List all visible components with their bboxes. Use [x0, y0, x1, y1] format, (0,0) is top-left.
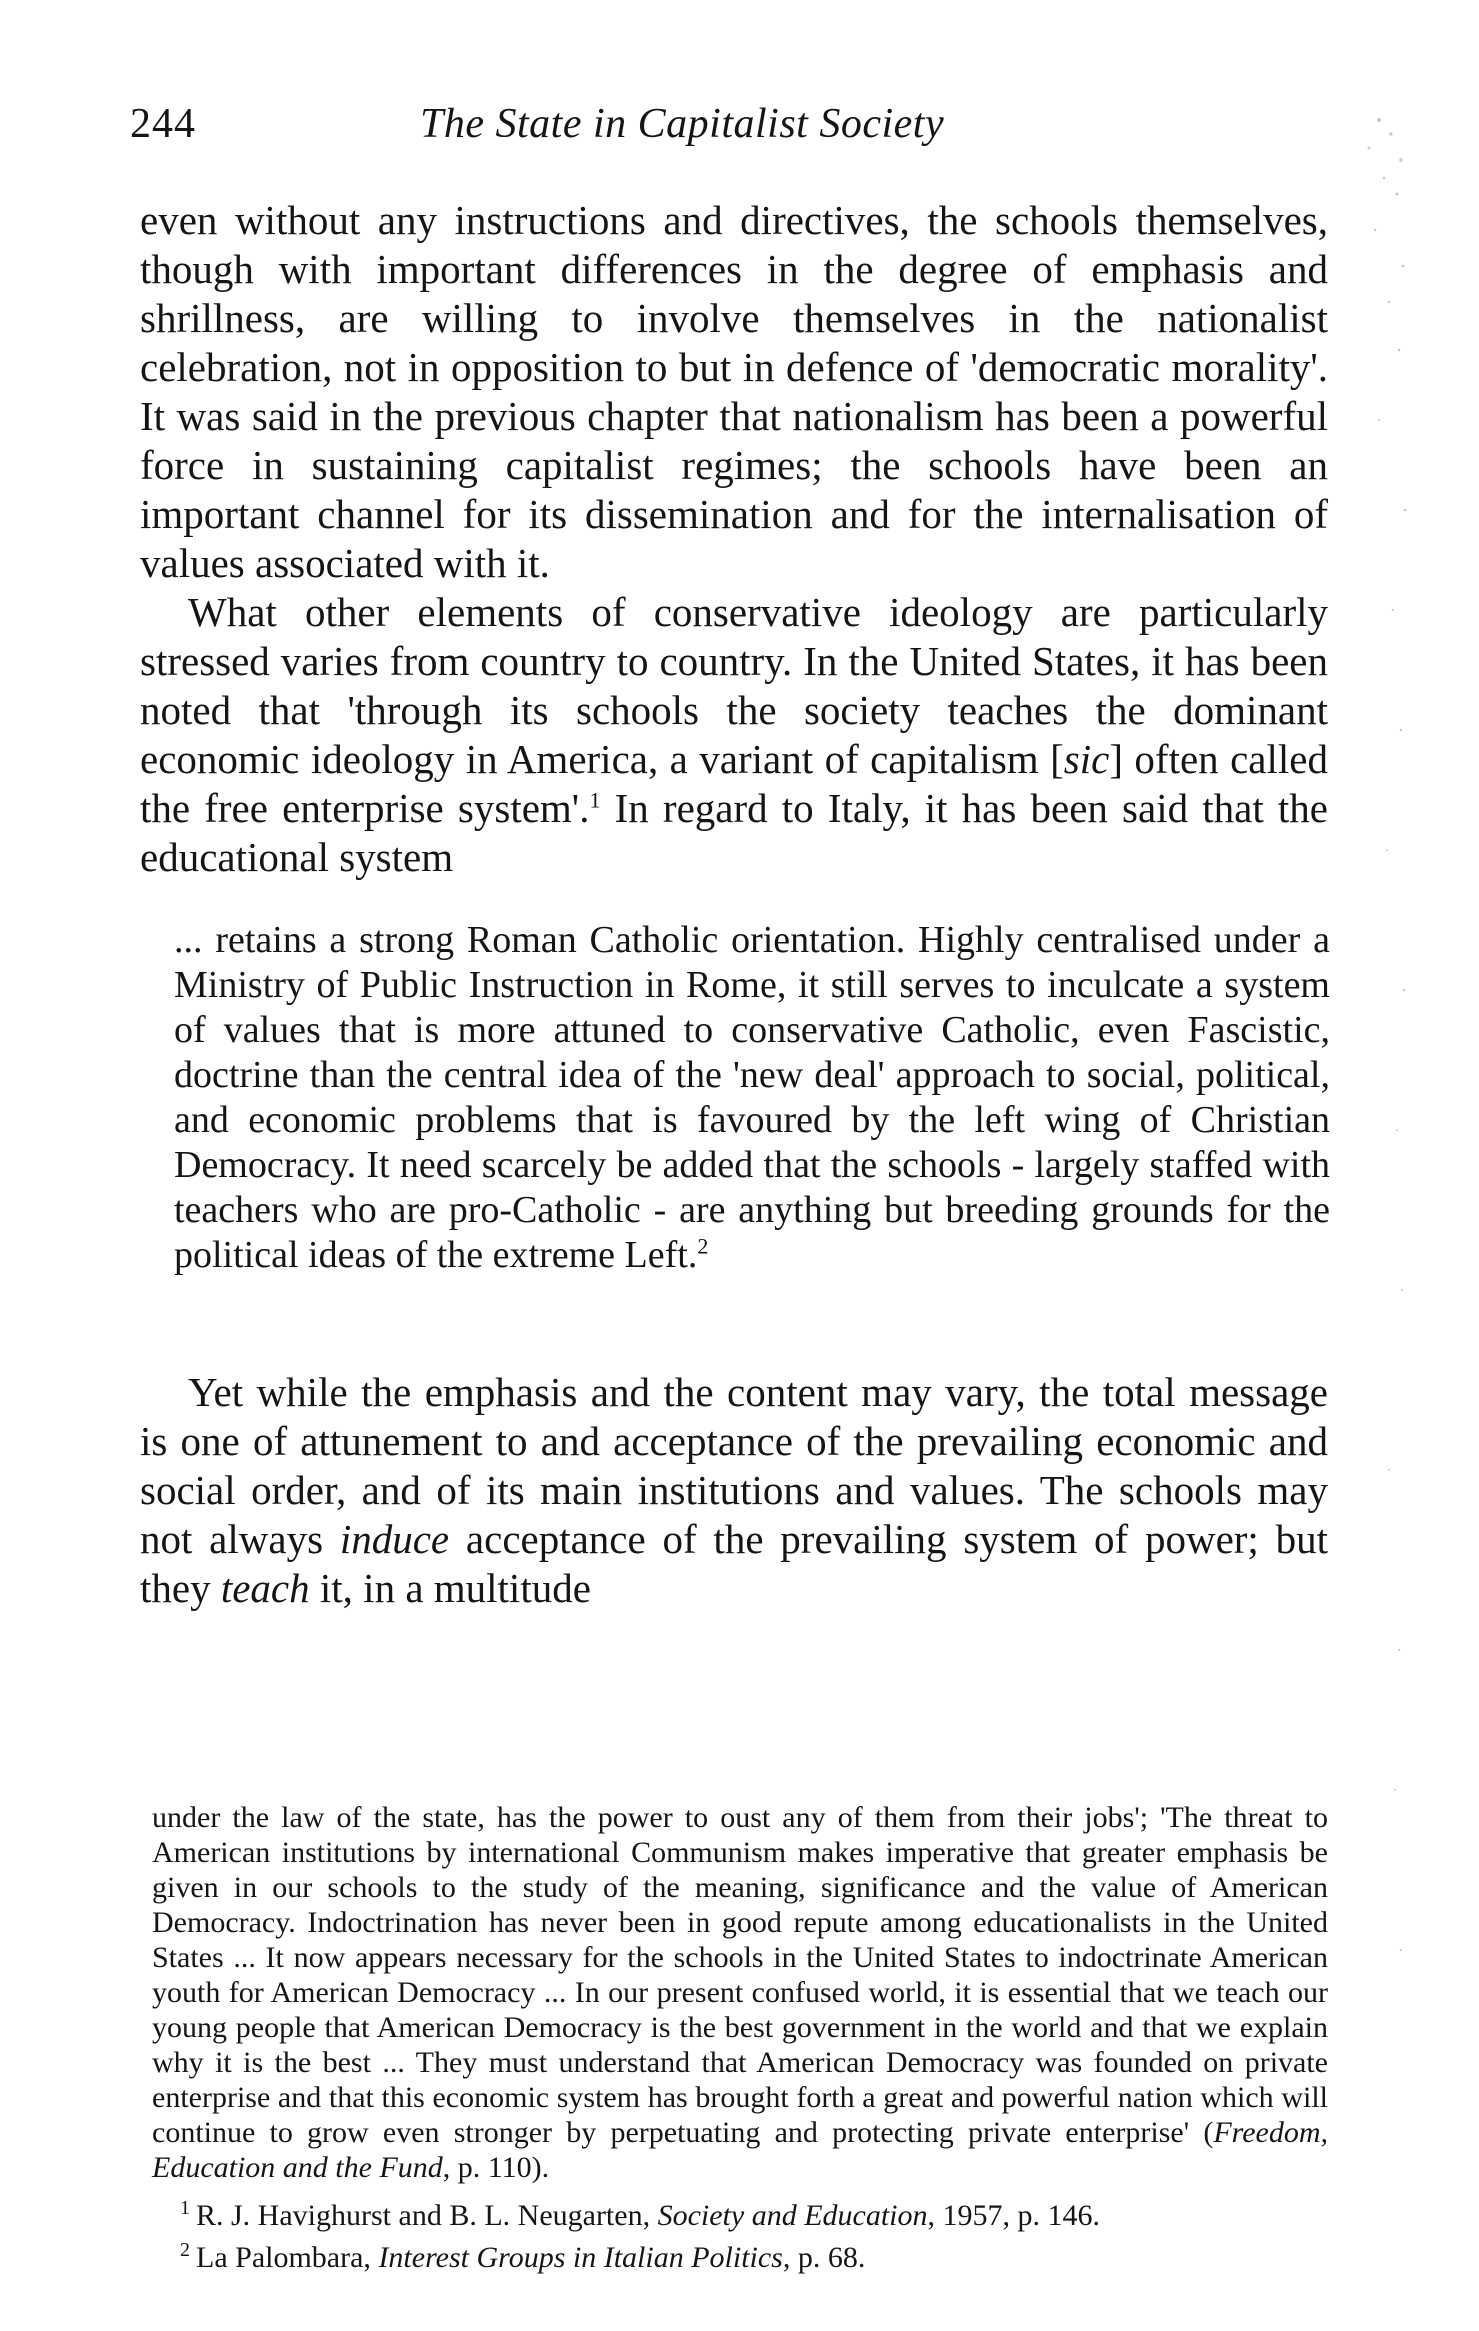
- footnote-carryover: under the law of the state, has the power to oust any of them from their jobs'; 'The threat to American institutions by international Communism makes imperative that greater emphasis be given in our schools to the study of the meaning, significance and the value of American Democracy. Indoctrination has never been in good repute among educationalists in the United States ... It now appears necessary for the schools in the United States to indoctrinate American youth for American Democracy ... In our present confused world, it is essential that we teach our young people that American Democracy is the best government in the world and that we explain why it is the best ... They must understand that American Democracy was founded on private enterprise and that this economic system has brought forth a great and powerful nation which will continue to grow even stronger by perpetuating and protecting private enterprise' (Freedom, Education and the Fund, p. 110).: [152, 1801, 1328, 2184]
- footnote-ref-2: 2: [697, 1233, 709, 1259]
- paragraph-2: What other elements of conservative ideology are particularly stressed varies from country to country. In the United States, it has been noted that 'through its schools the society teaches the dominant economic ideology in America, a variant of capitalism [sic] often called the free enterprise system'.$^1$ In regard to Italy, it has been said that the educational system: [140, 589, 1328, 880]
- paragraph-1: even without any instructions and directives, the schools themselves, though with important differences in the degree of emphasis and shrillness, are willing to involve themselves in the nationalist celebration, not in opposition to but in defence of 'democratic morality'. It was said in the previous chapter that nationalism has been a powerful force in sustaining capitalist regimes; the schools have been an important channel for its dissemination and for the internalisation of values associated with it.: [140, 197, 1328, 586]
- footnote-ref-1: 1: [589, 787, 601, 813]
- main-text: [140, 196, 1328, 882]
- footnote-2: $^2$ La Palombara, Interest Groups in Italian Politics, p. 68.: [180, 2239, 866, 2274]
- emphasis-induce: induce: [339, 1516, 450, 1562]
- footnote-1: $^1$ R. J. Havighurst and B. L. Neugarten, Society and Education, 1957, p. 146.: [180, 2197, 1101, 2232]
- footnotes: [152, 1800, 1328, 2275]
- paragraph-3: Yet while the emphasis and the content may vary, the total message is one of attunement to and acceptance of the prevailing economic and social order, and of its main institutions and values. The schools may not always induce acceptance of the prevailing system of power; but they teach it, in a multitude: [140, 1369, 1328, 1611]
- emphasis-teach: teach: [220, 1565, 310, 1611]
- page-number: 244: [130, 101, 196, 147]
- page-header: [130, 100, 1330, 160]
- block-quote: ... retains a strong Roman Catholic orientation. Highly centralised under a Ministry of Public Instruction in Rome, it still serves to inculcate a system of values that is more attuned to conservative Catholic, even Fascistic, doctrine than the central idea of the 'new deal' approach to social, political, and economic problems that is favoured by the left wing of Christian Democracy. It need scarcely be added that the schools - largely staffed with teachers who are pro-Catholic - are anything but breeding grounds for the political ideas of the extreme Left.$^2$: [174, 919, 1330, 1276]
- running-head: The State in Capitalist Society: [420, 101, 945, 147]
